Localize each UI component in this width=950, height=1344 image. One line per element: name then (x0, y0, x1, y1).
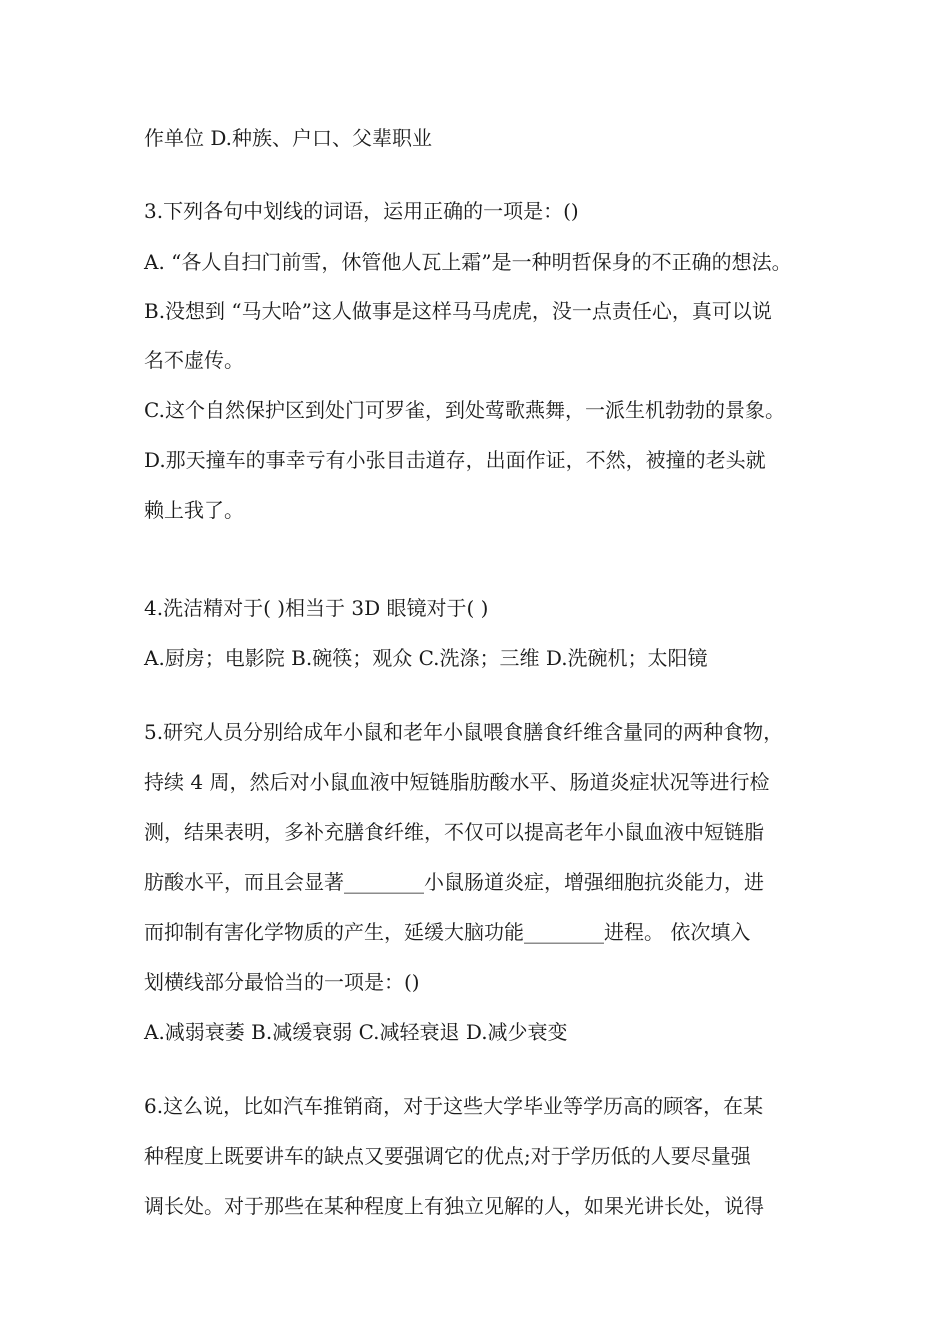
question-3-option-b-cont: 名不虚传。 (144, 348, 244, 372)
question-3-stem: 3.下列各句中划线的词语，运用正确的一项是：() (144, 199, 579, 223)
question-5-stem-6: 划横线部分最恰当的一项是：() (144, 970, 420, 994)
question-6-stem-1: 6.这么说，比如汽车推销商，对于这些大学毕业等学历高的顾客，在某 (144, 1094, 764, 1118)
question-5-options: A.减弱衰萎 B.减缓衰弱 C.减轻衰退 D.减少衰变 (144, 1020, 568, 1044)
question-3-option-c: C.这个自然保护区到处门可罗雀，到处莺歌燕舞，一派生机勃勃的景象。 (144, 398, 785, 422)
question-4-options: A.厨房；电影院 B.碗筷；观众 C.洗涤；三维 D.洗碗机；太阳镜 (144, 646, 708, 670)
question-5-stem-5: 而抑制有害化学物质的产生，延缓大脑功能________进程。 依次填入 (144, 920, 751, 944)
question-5-stem-4: 肪酸水平，而且会显著________小鼠肠道炎症，增强细胞抗炎能力，进 (144, 870, 764, 894)
question-4-stem: 4.洗洁精对于( )相当于 3D 眼镜对于( ) (144, 596, 489, 620)
question-6-stem-2: 种程度上既要讲车的缺点又要强调它的优点;对于学历低的人要尽量强 (144, 1144, 751, 1168)
question-3-option-a: A. “各人自扫门前雪，休管他人瓦上霜”是一种明哲保身的不正确的想法。 (144, 250, 792, 274)
question-6-stem-3: 调长处。对于那些在某种程度上有独立见解的人，如果光讲长处，说得 (144, 1194, 764, 1218)
question-5-stem-1: 5.研究人员分别给成年小鼠和老年小鼠喂食膳食纤维含量同的两种食物， (144, 720, 784, 744)
question-5-stem-3: 测，结果表明，多补充膳食纤维，不仅可以提高老年小鼠血液中短链脂 (144, 820, 764, 844)
question-3-option-b: B.没想到 “马大哈”这人做事是这样马马虎虎，没一点责任心，真可以说 (144, 299, 772, 323)
question-5-stem-2: 持续 4 周，然后对小鼠血液中短链脂肪酸水平、肠道炎症状况等进行检 (144, 770, 770, 794)
question-3-option-d-cont: 赖上我了。 (144, 498, 244, 522)
text-line-options-continued: 作单位 D.种族、户口、父辈职业 (144, 126, 433, 150)
question-3-option-d: D.那天撞车的事幸亏有小张目击道存，出面作证，不然，被撞的老头就 (144, 448, 766, 472)
